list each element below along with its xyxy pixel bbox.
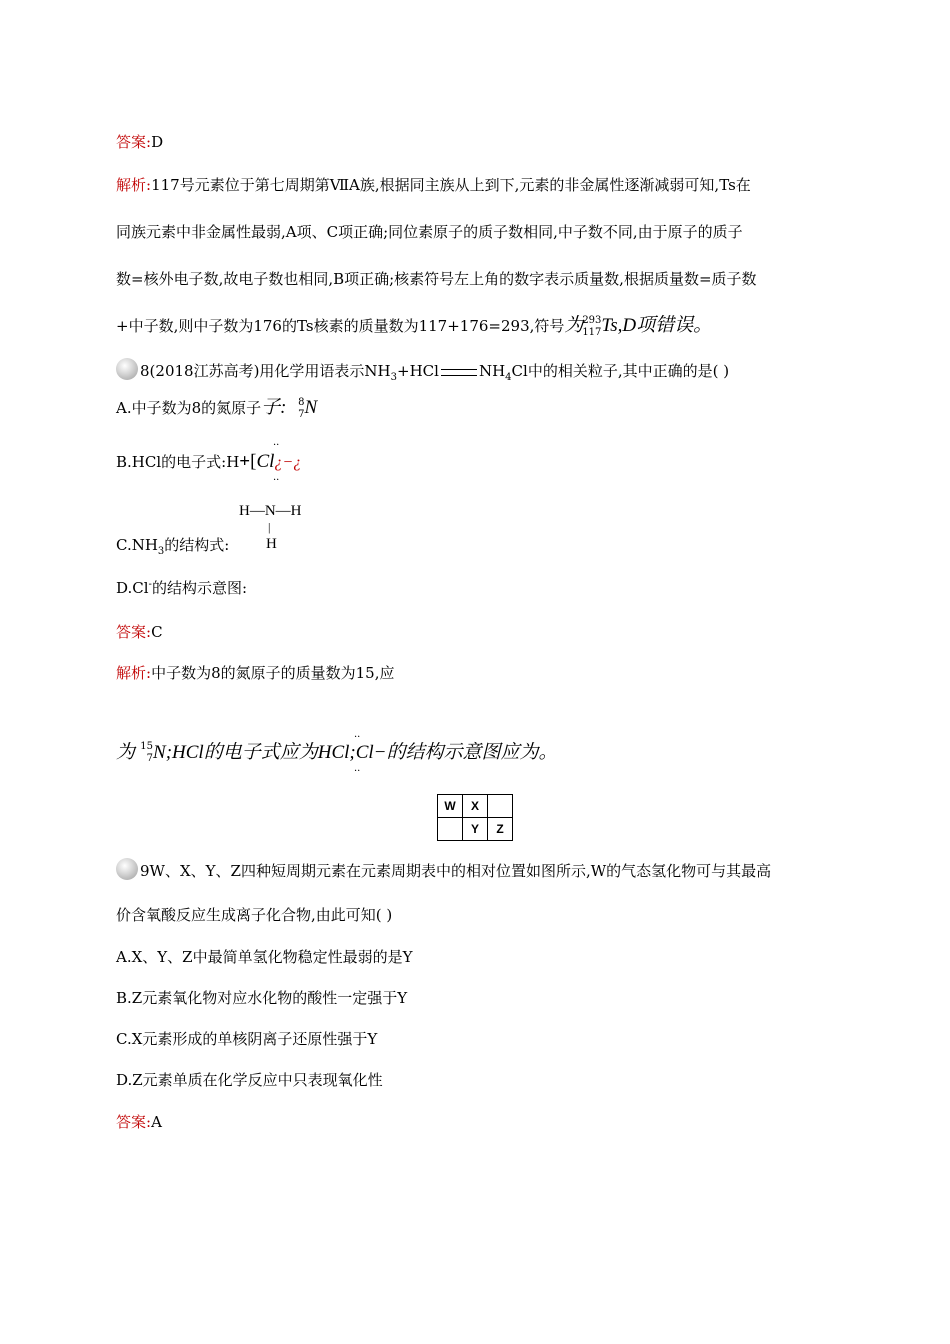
- table-cell: [488, 795, 513, 818]
- q9-stem-line2: 价含氧酸反应生成离子化合物,由此可知( ): [116, 906, 393, 924]
- q9-option-d: D.Z元素单质在化学反应中只表现氧化性: [116, 1071, 383, 1089]
- q9-option-c: C.X元素形成的单核阴离子还原性强于Y: [116, 1030, 378, 1048]
- nh3-structure-bottom: H: [266, 536, 277, 552]
- question-number: 8: [140, 362, 150, 380]
- stem-text: W、X、Y、Z四种短周期元素在元素周期表中的相对位置如图所示,W的气态氢化物可与其最高: [149, 862, 772, 880]
- table-cell: Y: [463, 818, 488, 841]
- q9-answer: [116, 1112, 162, 1132]
- table-row: [438, 795, 513, 818]
- nh3-structure-bond: |: [268, 520, 271, 534]
- analysis-ital-tail: ,D项错误。: [617, 315, 713, 336]
- electron-dots-icon: ··: [273, 440, 280, 451]
- q7-answer: [116, 132, 163, 152]
- answer-label: 答案:: [116, 1113, 152, 1131]
- q8-option-a: [116, 398, 317, 419]
- analysis-label: 解析:: [116, 176, 152, 194]
- bracket: [: [250, 451, 257, 472]
- table-row: [438, 818, 513, 841]
- table-cell: [438, 818, 463, 841]
- q7-analysis-line4: [116, 316, 712, 337]
- subscript: 4: [505, 372, 512, 383]
- answer-value: C: [151, 623, 163, 641]
- q8-analysis-line1: [116, 663, 394, 683]
- question-bullet-icon: [116, 358, 138, 380]
- periodic-table-fragment: [437, 794, 513, 841]
- electron-dots-icon: ··: [354, 766, 361, 777]
- analysis-ital: ;Cl−的结构示意图应为。: [349, 742, 558, 763]
- answer-value: A: [151, 1113, 162, 1131]
- garbled-tail: ¿−¿: [274, 454, 302, 471]
- mass-number: 293: [582, 315, 602, 326]
- option-text: A.中子数为8的氮原子: [116, 399, 262, 417]
- table-cell: W: [438, 795, 463, 818]
- stem-text: Cl中的相关粒子,其中正确的是( ): [511, 362, 730, 380]
- q7-analysis-line2: 同族元素中非金属性最弱,A项、C项正确;同位素原子的质子数相同,中子数不同,由于原子的质子: [116, 223, 743, 241]
- nuclide-element: Ts: [601, 315, 618, 336]
- q8-option-d: [116, 578, 247, 601]
- option-text: 的结构式:: [164, 536, 230, 554]
- nuclide-numbers: [583, 317, 601, 337]
- question-bullet-icon: [116, 858, 138, 880]
- subscript: 3: [390, 372, 398, 383]
- analysis-text: 中子数为8的氮原子的质量数为15,应: [151, 664, 395, 682]
- option-text: C.NH: [116, 536, 158, 554]
- table-cell: Z: [488, 818, 513, 841]
- q9-option-b: B.Z元素氧化物对应水化物的酸性一定强于Y: [116, 989, 408, 1007]
- analysis-ital: ;HCl的电子式应为H: [165, 742, 332, 763]
- nuclide-numbers: [135, 743, 153, 763]
- option-text: D.Cl: [116, 579, 149, 597]
- plus-sign: +: [239, 451, 251, 472]
- electron-dots-icon: ··: [354, 732, 361, 743]
- analysis-text: 117号元素位于第七周期第ⅦA族,根据同主族从上到下,元素的非金属性逐渐减弱可知,Ts在: [151, 176, 751, 194]
- q7-analysis-line3: 数=核外电子数,故电子数也相同,B项正确;核素符号左上角的数字表示质量数,根据质量数=质子数: [116, 270, 757, 288]
- mass-number: 15: [140, 741, 154, 752]
- analysis-text: +中子数,则中子数为176的Ts核素的质量数为117+176=293,符号: [116, 317, 565, 335]
- analysis-label: 解析:: [116, 664, 152, 682]
- atomic-number: 7: [298, 409, 305, 420]
- nuclide-element: N: [153, 742, 166, 763]
- nuclide-numbers: [286, 399, 304, 419]
- atomic-number: 7: [146, 753, 154, 764]
- option-text: B.HCl的电子式:H: [116, 453, 240, 471]
- question-number: 9: [140, 862, 150, 880]
- q8-analysis-line2: [116, 742, 558, 763]
- q7-analysis-line1: [116, 175, 751, 195]
- stem-text: NH: [478, 362, 506, 380]
- electron-dots-icon: ··: [273, 475, 280, 486]
- stem-text: (2018江苏高考)用化学用语表示NH: [149, 362, 391, 380]
- analysis-ital: 为: [564, 315, 584, 336]
- chlorine-symbol: Cl: [256, 451, 275, 472]
- q8-option-b: [116, 452, 301, 473]
- table-cell: X: [463, 795, 488, 818]
- answer-label: 答案:: [116, 133, 152, 151]
- option-text: 的结构示意图:: [151, 579, 247, 597]
- mass-number: 8: [298, 397, 305, 408]
- chlorine-symbol: Cl: [331, 742, 350, 763]
- q8-answer: [116, 622, 163, 642]
- q8-option-c: [116, 535, 229, 558]
- answer-value: D: [151, 133, 164, 151]
- nh3-structure-top: H—N—H: [239, 503, 302, 519]
- analysis-ital: 为: [116, 742, 136, 763]
- q9-stem-line1: [116, 861, 771, 883]
- nuclide-element: N: [304, 397, 318, 418]
- q9-option-a: A.X、Y、Z中最简单氢化物稳定性最弱的是Y: [116, 948, 413, 966]
- equals-sign-icon: [441, 369, 477, 376]
- superscript: -: [148, 579, 152, 590]
- answer-label: 答案:: [116, 623, 152, 641]
- stem-text: +HCl: [397, 362, 439, 380]
- subscript: 3: [157, 546, 165, 557]
- option-ital: 子:: [261, 397, 287, 418]
- q8-stem: [116, 361, 729, 384]
- atomic-number: 117: [582, 327, 602, 338]
